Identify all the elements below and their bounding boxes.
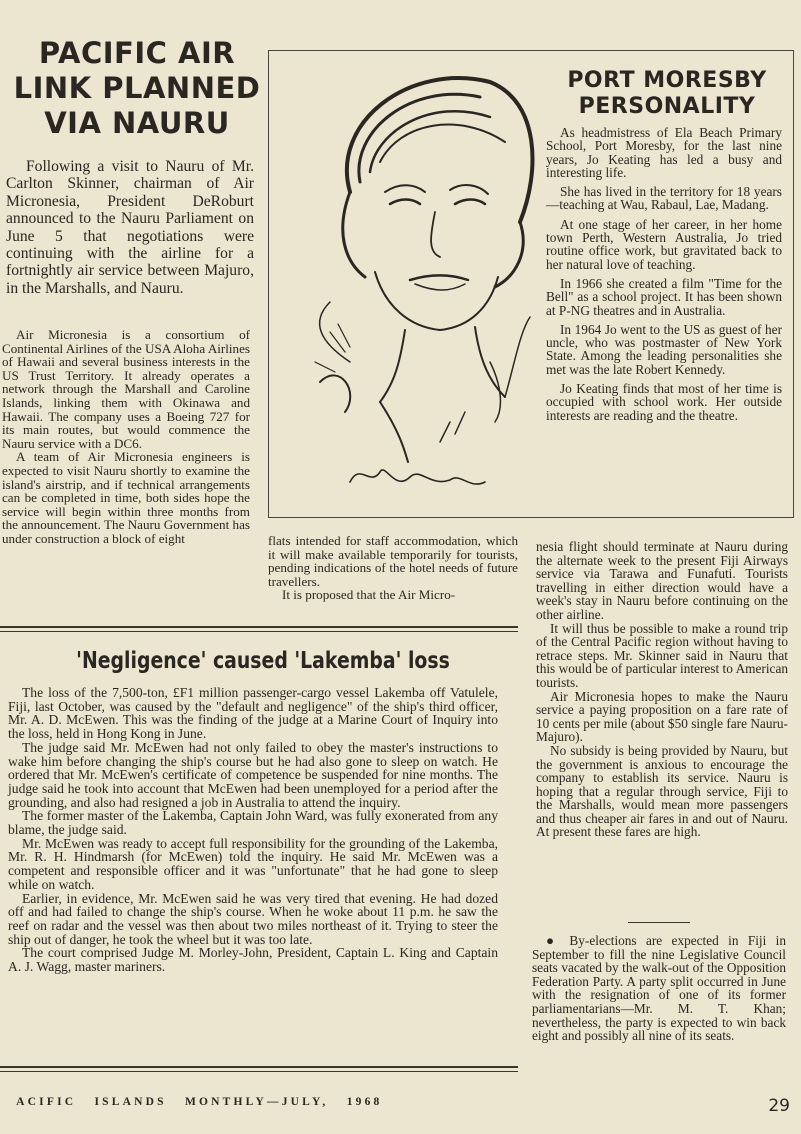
pacific-headline <box>8 36 266 141</box>
pacific-lead-text: Following a visit to Nauru of Mr. Carlton Skinner, chairman of Air Micronesia, President DeRoburt announced to the Nauru Parliament on June 5 that negotiations were continuing with the airline for a fortnightly air service between Majuro, in the Marshalls, and Nauru. <box>6 158 254 297</box>
moresby-para-3: At one stage of her career, in her home town Perth, Western Australia, Jo tried routine office work, but gravitated back to her natural love of teaching. <box>546 216 782 272</box>
moresby-para-4: In 1966 she created a film "Time for the Bell" as a school project. It has been shown at P-NG theatres and in Australia. <box>546 275 782 318</box>
lakemba-para-5: Earlier, in evidence, Mr. McEwen said he was very tired that evening. He had dozed off and had failed to change the ship's course. When he woke about 11 p.m. he saw the reef on radar and the vessel was then about two miles northeast of it. Trying to steer the ship out of danger, he took the wheel but it was too late. <box>8 890 498 947</box>
lakemba-headline-text: 'Negligence' caused 'Lakemba' loss <box>76 648 450 674</box>
portrait-sketch <box>290 62 540 512</box>
pacific-column-1 <box>2 328 250 546</box>
byelection-text: ● By-elections are expected in Fiji in September to fill the nine Legislative Council seats vacated by the walk-out of the Opposition Federation Party. A party split occurred in June with the resignation of one of its former parliamentarians—Mr. M. T. Khan; nevertheless, the party is expected to win back eight and possibly all nine of its seats. <box>532 933 786 1044</box>
pacific-column-2 <box>268 534 518 602</box>
pacific-lead <box>6 158 254 297</box>
footer-magazine-text: ACIFIC ISLANDS MONTHLY—JULY, 1968 <box>16 1096 383 1108</box>
pacific-headline-line-2: LINK PLANNED <box>13 71 261 105</box>
lakemba-top-rule-2 <box>0 631 518 632</box>
byelection-note <box>532 934 786 1043</box>
lakemba-para-6: The court comprised Judge M. Morley-John, President, Captain L. King and Captain A. J. Wagg, master mariners. <box>8 945 498 975</box>
lakemba-para-3: The former master of the Lakemba, Captain John Ward, was fully exonerated from any blame, the judge said. <box>8 808 498 838</box>
pacific-col2-para-2: It is proposed that the Air Micro- <box>282 587 456 603</box>
footer-magazine-line <box>4 1084 514 1108</box>
lakemba-para-2: The judge said Mr. McEwen had not only failed to obey the master's instructions to wake him before changing the ship's course but he had also gone to sleep on watch. He ordered that Mr. McEwen's certificate of competence be suspended for nine months. The judge said he took into account that McEwen had been unemployed for a period after the grounding, and also had resigned a job in Australia to attend the inquiry. <box>8 739 498 810</box>
lakemba-headline <box>54 646 472 676</box>
moresby-para-1: As headmistress of Ela Beach Primary School, Port Moresby, for the last nine years, Jo Keating has led a busy and interesting life. <box>546 125 782 180</box>
pacific-column-3 <box>536 540 788 839</box>
moresby-headline <box>548 68 786 120</box>
column-3-divider <box>628 922 690 923</box>
lakemba-top-rule-1 <box>0 626 518 628</box>
pacific-col3-para-1: nesia flight should terminate at Nauru during the alternate week to the present Fiji Airways service via Tarawa and Funafuti. Tourists travelling in either direction would have a week's stay in Nauru before continuing on the other airline. <box>536 539 788 622</box>
footer-rule-1 <box>0 1066 518 1068</box>
page-number-text: 29 <box>768 1096 790 1116</box>
moresby-body <box>546 126 782 422</box>
moresby-headline-line-2: PERSONALITY <box>578 94 756 119</box>
moresby-para-2: She has lived in the territory for 18 years—teaching at Wau, Rabaul, Lae, Madang. <box>546 184 782 213</box>
pacific-headline-line-1: PACIFIC AIR <box>38 36 236 70</box>
lakemba-para-4: Mr. McEwen was ready to accept full responsibility for the grounding of the Lakemba, Mr. R. H. Hindmarsh (for McEwen) told the inquiry. He said Mr. McEwen was a competent and responsible officer and it was "unfortunate" that he had gone to sleep while on watch. <box>8 835 498 892</box>
pacific-col2-para-1: flats intended for staff accommodation, which it will make available temporarily for tourists, pending indications of the hotel needs of future travellers. <box>268 533 518 589</box>
pacific-col1-para-2: A team of Air Micronesia engineers is expected to visit Nauru shortly to examine the island's airstrip, and if technical arrangements can be completed in time, both sides hope the service will begin within three months from the announcement. The Nauru Government has under construction a block of eight <box>2 449 250 546</box>
page-number <box>740 1096 790 1116</box>
lakemba-body <box>8 686 498 974</box>
pacific-headline-line-3: VIA NAURU <box>44 106 230 140</box>
pacific-col1-para-1: Air Micronesia is a consortium of Continental Airlines of the USA Aloha Airlines of Hawaii and several business interests in the US Trust Territory. It already operates a network through the Marshall and Caroline Islands, linking them with Okinawa and Hawaii. The company uses a Boeing 727 for its main routes, but would commence the Nauru service with a DC6. <box>2 327 250 451</box>
pacific-col3-para-2: It will thus be possible to make a round trip of the Central Pacific region without having to retrace steps. Mr. Skinner said in Nauru that this would be of particular interest to American tourists. <box>536 620 788 690</box>
lakemba-para-1: The loss of the 7,500-ton, £F1 million passenger-cargo vessel Lakemba off Vatulele, Fiji, last October, was caused by the "default and negligence" of the ship's third officer, Mr. A. D. McEwen. This was the finding of the judge at a Marine Court of Inquiry into the loss, held in Hong Kong in June. <box>8 685 498 742</box>
pacific-col3-para-4: No subsidy is being provided by Nauru, but the government is anxious to encourage the company to establish its service. Nauru is hoping that a regular through service, Fiji to the Marshalls, would mean more passengers and thus cheaper air fares in and out of Nauru. At present these fares are high. <box>536 742 788 840</box>
moresby-para-6: Jo Keating finds that most of her time is occupied with school work. Her outside interests are reading and the theatre. <box>546 381 782 423</box>
moresby-headline-line-1: PORT MORESBY <box>567 68 767 93</box>
moresby-para-5: In 1964 Jo went to the US as guest of her uncle, who was postmaster of New York State. Among the leading personalities she met was the late Robert Kennedy. <box>546 321 782 377</box>
footer-rule-2 <box>0 1071 518 1072</box>
pacific-col3-para-3: Air Micronesia hopes to make the Nauru service a paying proposition on a fare rate of 10 cents per mile (about $50 single fare Nauru-Majuro). <box>536 688 788 745</box>
